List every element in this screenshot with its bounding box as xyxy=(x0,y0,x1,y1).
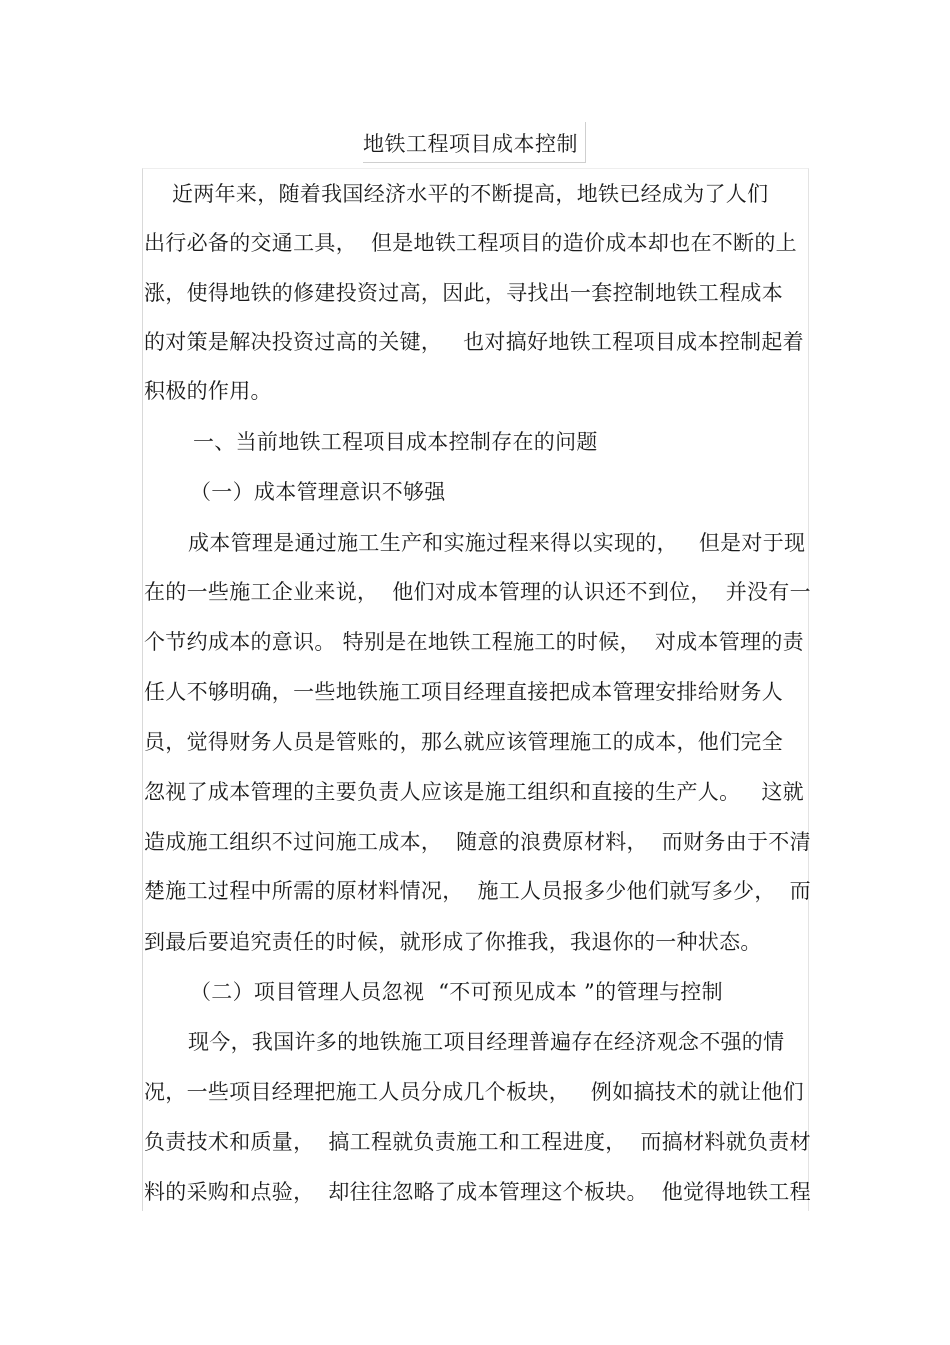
section-heading: 一、当前地铁工程项目成本控制存在的问题 xyxy=(193,430,598,454)
paragraph-line: 现今，我国许多的地铁施工项目经理普遍存在经济观念不强的情 xyxy=(188,1030,785,1054)
paragraph-line: 造成施工组织不过问施工成本， 随意的浪费原材料， 而财务由于不清 xyxy=(144,830,811,854)
paragraph-line: 近两年来，随着我国经济水平的不断提高，地铁已经成为了人们 xyxy=(172,182,769,206)
paragraph-line: 成本管理是通过施工生产和实施过程来得以实现的， 但是对于现 xyxy=(188,531,806,555)
subsection-heading: （二）项目管理人员忽视 “不可预见成本 ”的管理与控制 xyxy=(190,980,723,1004)
paragraph-line: 楚施工过程中所需的原材料情况， 施工人员报多少他们就写多少， 而 xyxy=(144,879,811,903)
paragraph-line: 到最后要追究责任的时候，就形成了你推我，我退你的一种状态。 xyxy=(144,930,762,954)
paragraph-line: 出行必备的交通工具， 但是地铁工程项目的造价成本却也在不断的上 xyxy=(144,231,797,255)
paragraph-line: 积极的作用。 xyxy=(144,379,272,403)
paragraph-line: 员，觉得财务人员是管账的，那么就应该管理施工的成本，他们完全 xyxy=(144,730,783,754)
subsection-heading: （一）成本管理意识不够强 xyxy=(190,480,446,504)
document-title: 地铁工程项目成本控制 xyxy=(363,132,578,156)
paragraph-line: 况，一些项目经理把施工人员分成几个板块， 例如搞技术的就让他们 xyxy=(144,1080,804,1104)
paragraph-line: 个节约成本的意识。 特别是在地铁工程施工的时候， 对成本管理的责 xyxy=(144,630,804,654)
paragraph-line: 涨，使得地铁的修建投资过高，因此，寻找出一套控制地铁工程成本 xyxy=(144,281,783,305)
paragraph-line: 在的一些施工企业来说， 他们对成本管理的认识还不到位， 并没有一 xyxy=(144,580,811,604)
paragraph-line: 忽视了成本管理的主要负责人应该是施工组织和直接的生产人。 这就 xyxy=(144,780,804,804)
paragraph-line: 料的采购和点验， 却往往忽略了成本管理这个板块。 他觉得地铁工程 xyxy=(144,1180,811,1204)
paragraph-line: 任人不够明确，一些地铁施工项目经理直接把成本管理安排给财务人 xyxy=(144,680,783,704)
paragraph-line: 的对策是解决投资过高的关键， 也对搞好地铁工程项目成本控制起着 xyxy=(144,330,804,354)
paragraph-line: 负责技术和质量， 搞工程就负责施工和工程进度， 而搞材料就负责材 xyxy=(144,1130,811,1154)
